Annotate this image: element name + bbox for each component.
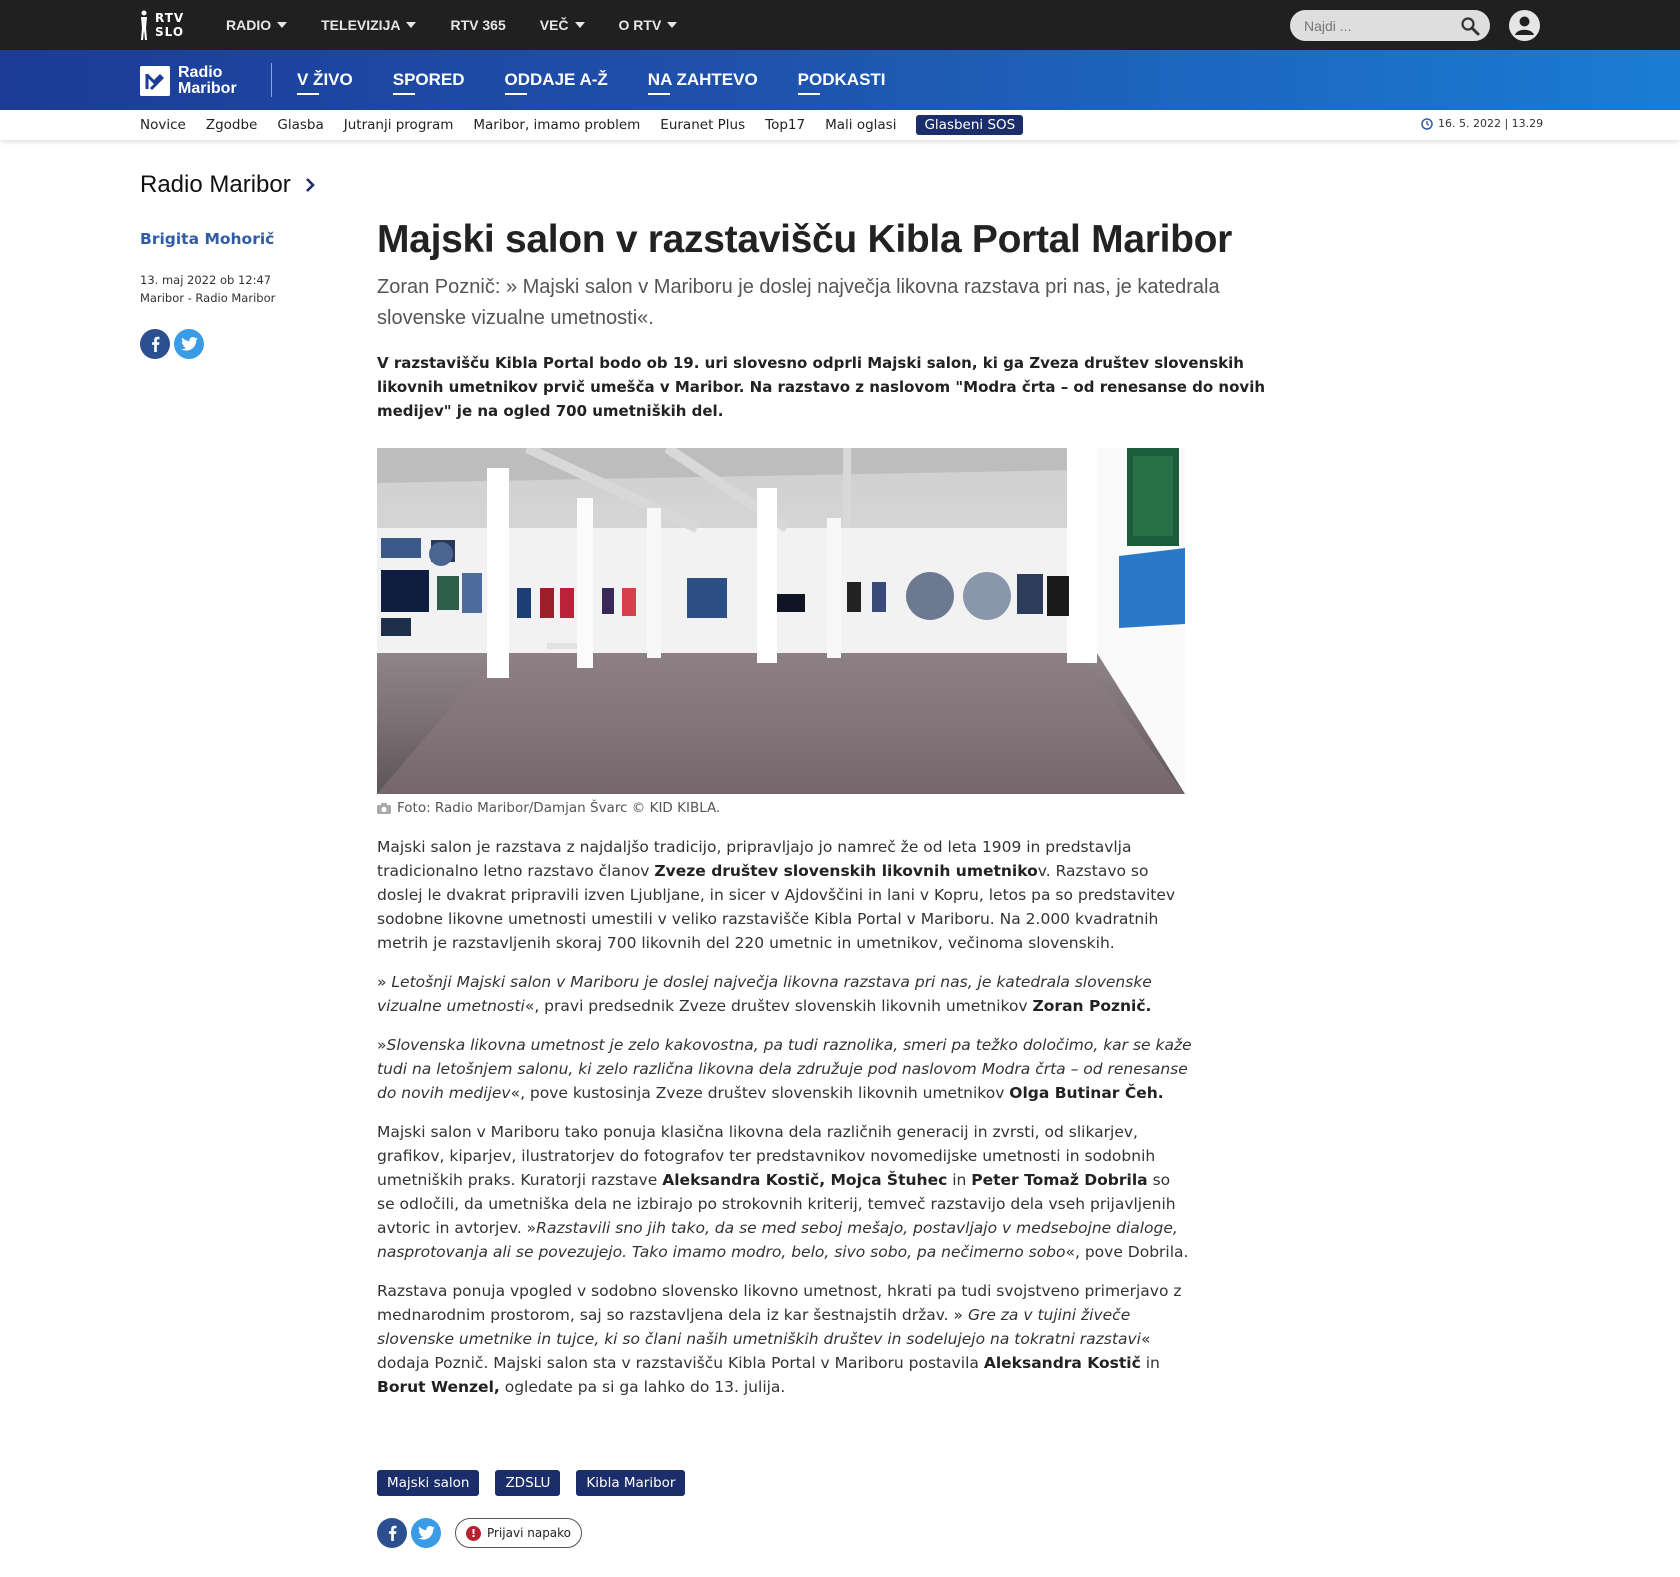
text-italic: Slovenska likovna umetnost je zelo kakovostna, pa tudi raznolika, smeri pa težko določimo, kar se kaže tudi na letošnjem salonu, ki zelo različna likovna dela združuje pod naslovom Modra črta – od renesanse do novih medijev (377, 1036, 1192, 1102)
top-nav-radio[interactable] (226, 17, 287, 33)
top-bar (0, 0, 1680, 50)
station-nav-podkasti[interactable]: PODKASTI (797, 70, 886, 89)
text-bold: Zveze društev slovenskih likovnih umetniko (654, 862, 1038, 880)
sub-nav-euranet-plus[interactable]: Euranet Plus (660, 117, 746, 133)
chevron-down-icon (575, 22, 585, 28)
publish-date: 13. maj 2022 ob 12:47 (140, 273, 272, 287)
article-photo[interactable] (377, 448, 1185, 794)
sub-nav-novice[interactable]: Novice (140, 117, 186, 133)
chevron-right-icon (305, 178, 315, 192)
text-bold: Aleksandra Kostič (983, 1354, 1141, 1372)
text-bold: Peter Tomaž Dobrila (971, 1171, 1148, 1189)
text: » (377, 973, 392, 991)
twitter-icon (418, 1526, 435, 1540)
article-tags (377, 1470, 701, 1496)
twitter-icon (181, 337, 198, 351)
sub-nav-zgodbe[interactable]: Zgodbe (205, 117, 258, 133)
report-error-button[interactable] (455, 1518, 582, 1548)
user-icon[interactable] (1509, 10, 1540, 41)
radio-maribor-logo-icon (140, 66, 170, 96)
datetime-text: 16. 5. 2022 | 13.29 (1438, 117, 1544, 130)
chevron-down-icon (406, 22, 416, 28)
tag-kibla-maribor[interactable]: Kibla Maribor (576, 1470, 685, 1496)
section-link[interactable] (140, 171, 315, 199)
top-nav-label: TELEVIZIJA (321, 17, 401, 33)
rtv-slo-logo[interactable] (139, 9, 191, 41)
facebook-share-button[interactable] (140, 329, 170, 359)
text: » (377, 1036, 387, 1054)
article-title: Majski salon v razstavišču Kibla Portal Maribor (377, 218, 1233, 261)
station-nav (297, 50, 926, 110)
text-bold: Zoran Poznič. (1032, 997, 1152, 1015)
body-paragraph-1 (377, 835, 1192, 955)
tag-majski-salon[interactable]: Majski salon (377, 1470, 479, 1496)
station-bar (0, 50, 1680, 110)
top-nav-label: RTV 365 (450, 17, 506, 33)
radio-maribor-logo[interactable] (140, 65, 237, 97)
text: Razstava ponuja vpogled v sodobno slovensko likovno umetnost, hkrati pa tudi svojstveno primerjavo z mednarodnim prostorom, saj so razstavljena dela iz kar šestnajstih držav. » (377, 1282, 1182, 1324)
facebook-icon (388, 1525, 397, 1541)
report-error-label: Prijavi napako (487, 1526, 572, 1540)
sub-nav-top17[interactable]: Top17 (765, 117, 806, 133)
twitter-share-button[interactable] (174, 329, 204, 359)
clock-icon (1421, 118, 1433, 130)
station-nav-na-zahtevo[interactable]: NA ZAHTEVO (647, 70, 758, 89)
top-nav-o-rtv[interactable] (619, 17, 678, 33)
station-logo-line2: Maribor (178, 80, 237, 97)
search-input[interactable] (1304, 16, 1454, 35)
rtv-logo-line2: SLO (155, 25, 185, 39)
top-nav (226, 0, 711, 50)
chevron-down-icon (667, 22, 677, 28)
article-intro: V razstavišču Kibla Portal bodo ob 19. uri slovesno odprli Majski salon, ki ga Zveza društev slovenskih likovnih umetnikov prvič umešča v Maribor. Na razstavo z naslovom "Modra črta – od renesanse do novih medijev" je na ogled 700 umetniških del. (377, 354, 1266, 420)
author-name[interactable]: Brigita Mohorič (140, 230, 275, 248)
share-buttons-top (140, 329, 208, 359)
station-divider (271, 63, 272, 97)
article-lead: Zoran Poznič: » Majski salon v Mariboru je doslej največja likovna razstava pri nas, je katedrala slovenske vizualne umetnosti«. (377, 276, 1220, 329)
text: «, pravi predsednik Zveze društev slovenskih likovnih umetnikov (524, 997, 1033, 1015)
facebook-share-button[interactable] (377, 1518, 407, 1548)
station-nav-v-zivo[interactable]: V ŽIVO (297, 70, 353, 89)
station-nav-oddaje[interactable]: ODDAJE A-Ž (504, 70, 608, 89)
text: in (947, 1171, 972, 1189)
top-nav-label: VEČ (539, 17, 569, 33)
text-italic: Gre za v tujini živeče slovenske umetnike in tujce, ki so člani naših umetniških društev in sodelujejo na tokratni razstavi (377, 1306, 1141, 1348)
tag-zdslu[interactable]: ZDSLU (495, 1470, 560, 1496)
station-logo-line1: Radio (178, 64, 223, 81)
text-bold: Aleksandra Kostič, Mojca Štuhec (662, 1171, 948, 1189)
twitter-share-button[interactable] (411, 1518, 441, 1548)
top-nav-rtv365[interactable] (450, 17, 505, 33)
body-paragraph-2 (377, 970, 1192, 1018)
top-nav-televizija[interactable] (321, 17, 416, 33)
sub-nav-jutranji-program[interactable]: Jutranji program (343, 117, 454, 133)
station-nav-spored[interactable]: SPORED (392, 70, 465, 89)
text: «, pove Dobrila. (1065, 1243, 1189, 1261)
photo-caption (377, 800, 720, 816)
top-nav-label: RADIO (226, 17, 272, 33)
sub-nav-glasba[interactable]: Glasba (277, 117, 324, 133)
text-bold: Borut Wenzel, (377, 1378, 500, 1396)
body-paragraph-4 (377, 1120, 1192, 1264)
body-paragraph-5 (377, 1279, 1192, 1399)
publish-place: Maribor - Radio Maribor (140, 291, 276, 305)
article-body (377, 835, 1192, 1414)
sub-nav-glasbeni-sos[interactable]: Glasbeni SOS (916, 115, 1023, 135)
camera-icon (377, 803, 391, 814)
body-paragraph-3 (377, 1033, 1192, 1105)
exclamation-icon: ! (466, 1526, 481, 1541)
text: Majski salon v Mariboru tako ponuja klasična likovna dela različnih generacij in zvrsti, od slikarjev, grafikov, kiparjev, ilustratorjev do fotografov ter predstavnikov novomedijske umetnosti in sodobnih umetniških praks. Kuratorji razstave (377, 1123, 1156, 1189)
search-box (1290, 10, 1490, 41)
text: so se odločili, da umetniška dela ne izbirajo po strokovnih kriterij, temveč razstavijo dela vseh prijavljenih avtoric in avtorjev. » (377, 1171, 1176, 1237)
sub-nav-mali-oglasi[interactable]: Mali oglasi (825, 117, 897, 133)
top-nav-vec[interactable] (540, 17, 585, 33)
current-datetime (1421, 117, 1543, 130)
section-title: Radio Maribor (140, 171, 291, 198)
rtv-logo-line1: RTV (155, 11, 185, 25)
text: in (1140, 1354, 1160, 1372)
text-italic: Letošnji Majski salon v Mariboru je doslej največja likovna razstava pri nas, je katedrala slovenske vizualne umetnosti (377, 973, 1152, 1015)
text-italic: Razstavili sno jih tako, da se med seboj mešajo, postavljajo v medsebojne dialoge, nasprotovanja ali se povezujejo. Tako imamo modro, belo, sivo sobo, pa nečimerno sobo (377, 1219, 1178, 1261)
share-buttons-bottom (377, 1518, 445, 1548)
search-icon[interactable] (1460, 16, 1480, 36)
text-bold: Olga Butinar Čeh. (1009, 1084, 1164, 1102)
gallery-photo-image (377, 448, 1185, 794)
text: Majski salon je razstava z najdaljšo tradicijo, pripravljajo jo namreč že od leta 1909 in predstavlja tradicionalno letno razstavo članov (377, 838, 1132, 880)
sub-nav (0, 110, 1680, 140)
text: ogledate pa si ga lahko do 13. julija. (499, 1378, 786, 1396)
photo-caption-text: Foto: Radio Maribor/Damjan Švarc © KID KIBLA. (397, 800, 721, 816)
top-nav-label: O RTV (618, 17, 662, 33)
facebook-icon (151, 336, 160, 352)
rtv-logo-icon (139, 10, 149, 40)
text: «, pove kustosinja Zveze društev slovenskih likovnih umetnikov (510, 1084, 1010, 1102)
chevron-down-icon (277, 22, 287, 28)
text: v. Razstavo so doslej le dvakrat pripravili izven Ljubljane, in sicer v Ajdovščini in lani v Kopru, letos pa so predstavitev sodobne likovne umetnosti umestili v veliko razstavišče Kibla Portal v Mariboru. Na 2.000 kvadratnih metrih je razstavljenih skoraj 700 likovnih del 220 umetnic in umetnikov, večinoma slovenskih. (377, 862, 1176, 952)
text: « dodaja Poznič. Majski salon sta v razstavišču Kibla Portal v Mariboru postavila (377, 1330, 1151, 1372)
sub-nav-maribor-imamo-problem[interactable]: Maribor, imamo problem (473, 117, 641, 133)
